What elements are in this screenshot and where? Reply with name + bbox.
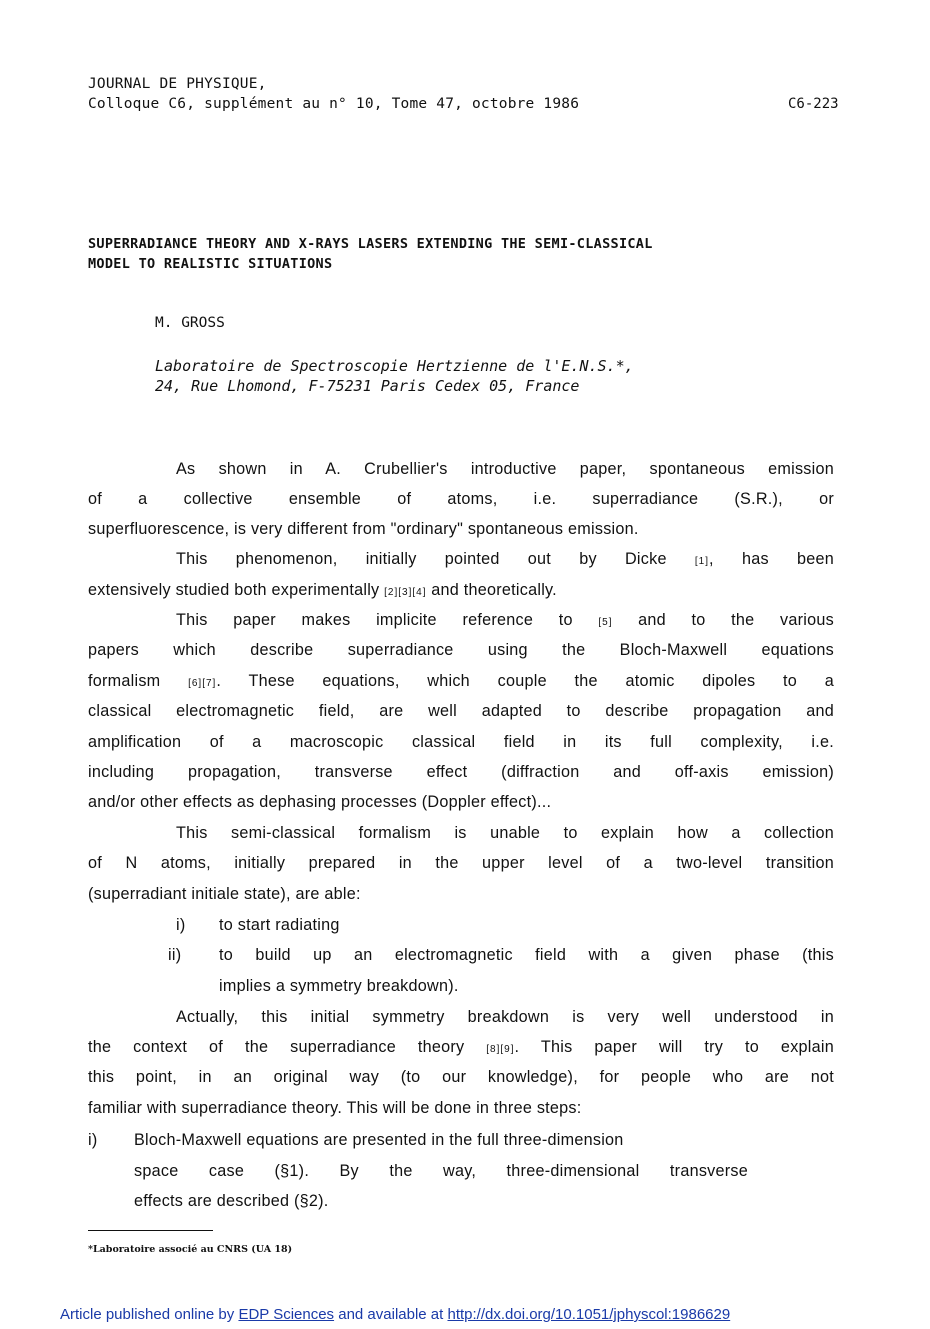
body-line: (superradiant initiale state), are able: — [88, 885, 361, 903]
list-marker: i) — [88, 1131, 98, 1149]
body-line: including propagation, transverse effect (diffraction and off-axis emission) — [88, 763, 834, 781]
body-text-span: the context of the superradiance theory — [88, 1038, 487, 1056]
body-text-span: This paper makes implicite reference to — [176, 611, 599, 629]
footnote-rule — [88, 1230, 213, 1231]
body-line: of a collective ensemble of atoms, i.e. superradiance (S.R.), or — [88, 490, 834, 508]
list-marker: ii) — [168, 946, 182, 964]
issue-info: Colloque C6, supplément au n° 10, Tome 47, octobre 1986 — [88, 96, 580, 112]
publisher-link[interactable]: EDP Sciences — [238, 1306, 335, 1323]
list-item: effects are described (§2). — [134, 1192, 329, 1210]
body-line: Actually, this initial symmetry breakdown is very well understood in — [176, 1008, 834, 1026]
body-line — [88, 581, 557, 600]
citation: [6][7] — [188, 678, 217, 689]
list-item: to start radiating — [219, 916, 340, 934]
journal-name: JOURNAL DE PHYSIQUE, — [88, 76, 267, 92]
body-line: amplification of a macroscopic classical field in its full complexity, i.e. — [88, 733, 834, 751]
page-id: C6-223 — [788, 96, 839, 112]
list-item: space case (§1). By the way, three-dimensional transverse — [134, 1162, 748, 1180]
affiliation-line-1: Laboratoire de Spectroscopie Hertzienne de l'E.N.S.*, — [155, 357, 634, 375]
body-text-span: , has been — [709, 550, 834, 568]
list-marker: i) — [176, 916, 186, 934]
list-item: Bloch-Maxwell equations are presented in the full three-dimension — [134, 1131, 624, 1149]
footer-middle: and available at — [334, 1306, 448, 1323]
doi-link[interactable]: http://dx.doi.org/10.1051/jphyscol:1986629 — [447, 1306, 731, 1323]
body-line: This semi-classical formalism is unable to explain how a collection — [176, 824, 834, 842]
footer-prefix: Article published online by — [60, 1306, 239, 1323]
title-line-1: SUPERRADIANCE THEORY AND X-RAYS LASERS EXTENDING THE SEMI-CLASSICAL — [88, 236, 653, 252]
citation: [1] — [694, 556, 710, 567]
body-line: of N atoms, initially prepared in the upper level of a two-level transition — [88, 854, 834, 872]
body-text-span: extensively studied both experimentally — [88, 581, 385, 599]
affiliation-line-2: 24, Rue Lhomond, F-75231 Paris Cedex 05, France — [155, 377, 580, 395]
body-text-span: . This paper will try to explain — [514, 1038, 834, 1056]
body-line — [176, 611, 834, 630]
body-line: As shown in A. Crubellier's introductive paper, spontaneous emission — [176, 460, 834, 478]
body-line: familiar with superradiance theory. This will be done in three steps: — [88, 1099, 582, 1117]
body-text-span: and to the various — [612, 611, 834, 629]
author: M. GROSS — [155, 315, 225, 331]
body-line — [176, 550, 834, 569]
body-line: this point, in an original way (to our knowledge), for people who are not — [88, 1068, 834, 1086]
title-line-2: MODEL TO REALISTIC SITUATIONS — [88, 256, 333, 272]
body-text-span: . These equations, which couple the atomic dipoles to a — [216, 672, 834, 690]
body-line: and/or other effects as dephasing processes (Doppler effect)... — [88, 793, 552, 811]
body-line — [88, 1038, 834, 1057]
body-text-span: and theoretically. — [426, 581, 557, 599]
citation: [5] — [598, 617, 613, 628]
citation: [8][9] — [486, 1044, 515, 1055]
publication-footer — [60, 1306, 730, 1323]
list-item: implies a symmetry breakdown). — [219, 977, 459, 995]
body-line: superfluorescence, is very different from "ordinary" spontaneous emission. — [88, 520, 639, 538]
body-text-span: This phenomenon, initially pointed out by Dicke — [176, 550, 695, 568]
footnote: *Laboratoire associé au CNRS (UA 18) — [88, 1244, 293, 1255]
body-text-span: formalism — [88, 672, 189, 690]
citation: [2][3][4] — [384, 587, 427, 598]
list-item: to build up an electromagnetic field with a given phase (this — [219, 946, 834, 964]
body-line — [88, 672, 834, 691]
body-line: papers which describe superradiance using the Bloch-Maxwell equations — [88, 641, 834, 659]
body-line: classical electromagnetic field, are well adapted to describe propagation and — [88, 702, 834, 720]
